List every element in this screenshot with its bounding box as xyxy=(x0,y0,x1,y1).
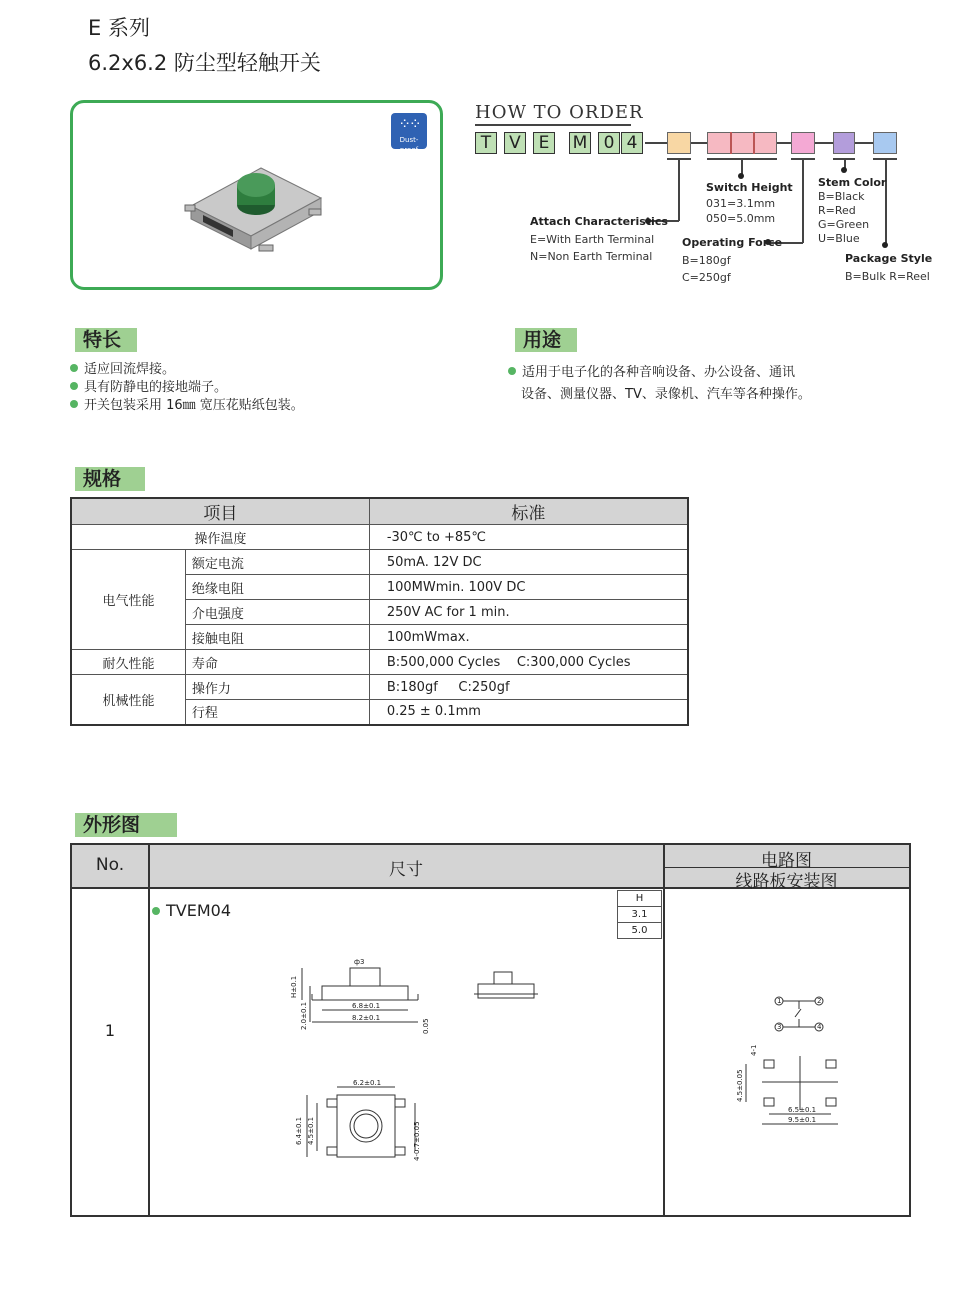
contact-resistance-value: 100mWmax. xyxy=(369,625,688,650)
applications-header: 用途 xyxy=(515,328,577,352)
page-title: 6.2x6.2 防尘型轻触开关 xyxy=(88,51,321,75)
features-header: 特长 xyxy=(75,328,137,352)
height-code-box xyxy=(707,132,777,154)
package-leader xyxy=(885,158,887,244)
connector xyxy=(645,142,667,144)
pin-4: 4 xyxy=(817,1023,822,1031)
dim-h: H±0.1 xyxy=(290,975,298,998)
feature-item-1: 适应回流焊接。 xyxy=(70,358,175,377)
mechanical-category: 机械性能 xyxy=(71,675,185,725)
side-profile-drawing xyxy=(472,970,542,1005)
durability-category: 耐久性能 xyxy=(71,650,185,675)
pin-2: 2 xyxy=(817,997,822,1005)
outline-header: 外形图 xyxy=(75,813,177,837)
dim-pitch: 4-0.7±0.05 xyxy=(413,1121,421,1161)
how-to-order-title: HOW TO ORDER xyxy=(475,102,644,123)
col-pcb-layout: 线路板安装图 xyxy=(735,872,838,892)
tact-switch-image xyxy=(73,103,440,287)
col-dimensions: 尺寸 xyxy=(389,860,423,880)
rated-current-label: 额定电流 xyxy=(185,550,369,575)
stem-color-opt-2: R=Red xyxy=(818,204,856,217)
feature-item-3: 开关包装采用 16㎜ 宽压花贴纸包装。 xyxy=(70,394,304,413)
dust-proof-icon: ⁘⁘ xyxy=(398,115,420,133)
insulation-label: 绝缘电阻 xyxy=(185,575,369,600)
stem-color-opt-4: U=Blue xyxy=(818,232,860,245)
connector xyxy=(691,142,707,144)
code-char-2: V xyxy=(504,132,526,154)
dim-stem-dia: ф3 xyxy=(354,958,365,966)
package-title: Package Style xyxy=(845,252,933,265)
side-view-drawing xyxy=(282,950,442,1045)
outline-table xyxy=(70,843,911,1217)
travel-value: 0.25 ± 0.1mm xyxy=(369,700,688,725)
top-view-drawing xyxy=(287,1077,427,1177)
circuit-diagram xyxy=(767,993,837,1035)
insulation-value: 100MWmin. 100V DC xyxy=(369,575,688,600)
stem-dot xyxy=(841,167,847,173)
code-char-6: 4 xyxy=(621,132,643,154)
attach-title: Attach Characteristics xyxy=(530,215,668,228)
electrical-category: 电气性能 xyxy=(71,550,185,650)
attach-opt-1: E=With Earth Terminal xyxy=(530,233,655,246)
col-item: 项目 xyxy=(71,498,369,525)
connector xyxy=(777,142,791,144)
row-number: 1 xyxy=(104,1021,116,1040)
attach-opt-2: N=Non Earth Terminal xyxy=(530,250,653,263)
stem-color-title: Stem Color xyxy=(818,176,887,189)
dim-term: 0.05 xyxy=(422,1018,430,1034)
switch-height-title: Switch Height xyxy=(706,181,793,194)
dust-proof-label: Dust-proof xyxy=(399,136,419,154)
application-line-2: 设备、测量仪器、TV、录像机、汽车等各种操作。 xyxy=(521,387,811,402)
height-table-val-2: 5.0 xyxy=(618,923,662,939)
series-title: E 系列 xyxy=(88,16,150,40)
height-table-val-1: 3.1 xyxy=(618,907,662,923)
contact-resistance-label: 接触电阻 xyxy=(185,625,369,650)
model-name: TVEM04 xyxy=(152,901,231,920)
specs-header: 规格 xyxy=(75,467,145,491)
package-opt-1: B=Bulk R=Reel xyxy=(845,270,930,283)
feature-item-2: 具有防静电的接地端子。 xyxy=(70,376,227,395)
dim-pcb-pad: 4-1 xyxy=(750,1044,758,1056)
product-photo-frame xyxy=(70,100,443,290)
height-dot xyxy=(738,173,744,179)
pin-3: 3 xyxy=(777,1023,782,1031)
code-char-1: T xyxy=(475,132,497,154)
dim-pcb-w2: 9.5±0.1 xyxy=(788,1116,817,1124)
attach-leader xyxy=(678,158,680,221)
dim-side1: 6.4±0.1 xyxy=(295,1116,303,1145)
divider xyxy=(753,132,755,154)
attach-code-box xyxy=(667,132,691,154)
pin-1: 1 xyxy=(777,997,782,1005)
application-line-1: 适用于电子化的各种音响设备、办公设备、通讯 xyxy=(508,361,795,380)
force-opt-1: B=180gf xyxy=(682,254,731,267)
package-dot xyxy=(882,242,888,248)
switch-height-opt-2: 050=5.0mm xyxy=(706,212,776,225)
pcb-layout-drawing xyxy=(732,1030,852,1130)
title-underline xyxy=(475,124,631,126)
dim-top-w: 6.2±0.1 xyxy=(353,1079,382,1087)
dielectric-value: 250V AC for 1 min. xyxy=(369,600,688,625)
col-divider xyxy=(663,845,665,1215)
rated-current-value: 50mA. 12V DC xyxy=(369,550,688,575)
dim-w1: 6.8±0.1 xyxy=(352,1002,381,1010)
col-standard: 标准 xyxy=(369,498,688,525)
force-title: Operating Force xyxy=(682,236,783,249)
life-value: B:500,000 Cycles C:300,000 Cycles xyxy=(369,650,688,675)
dim-w2: 8.2±0.1 xyxy=(352,1014,381,1022)
stem-code-box xyxy=(833,132,855,154)
dielectric-label: 介电强度 xyxy=(185,600,369,625)
life-label: 寿命 xyxy=(185,650,369,675)
force-opt-2: C=250gf xyxy=(682,271,731,284)
spec-table xyxy=(70,497,689,726)
op-temp-value: -30℃ to +85℃ xyxy=(369,525,688,550)
height-table-head: H xyxy=(618,891,662,907)
force-leader xyxy=(802,158,804,243)
op-temp-label: 操作温度 xyxy=(71,525,369,550)
stem-color-opt-3: G=Green xyxy=(818,218,870,231)
connector xyxy=(855,142,873,144)
code-char-4: M xyxy=(569,132,591,154)
stem-color-opt-1: B=Black xyxy=(818,190,865,203)
force-code-box xyxy=(791,132,815,154)
col-circuit: 电路图 xyxy=(761,851,812,871)
dim-pcb-w1: 6.5±0.1 xyxy=(788,1106,817,1114)
force-label: 操作力 xyxy=(185,675,369,700)
col-divider xyxy=(148,845,150,1215)
divider xyxy=(730,132,732,154)
code-char-5: 0 xyxy=(598,132,620,154)
col-no: No. xyxy=(95,855,125,875)
dim-pcb-h: 4.5±0.05 xyxy=(736,1069,744,1102)
dust-proof-badge xyxy=(391,113,427,154)
force-value: B:180gf C:250gf xyxy=(369,675,688,700)
height-table xyxy=(617,890,662,939)
switch-height-opt-1: 031=3.1mm xyxy=(706,197,776,210)
dim-base-h: 2.0±0.1 xyxy=(300,1001,308,1030)
code-char-3: E xyxy=(533,132,555,154)
dim-side2: 4.5±0.1 xyxy=(307,1116,315,1145)
connector xyxy=(815,142,833,144)
package-code-box xyxy=(873,132,897,154)
travel-label: 行程 xyxy=(185,700,369,725)
